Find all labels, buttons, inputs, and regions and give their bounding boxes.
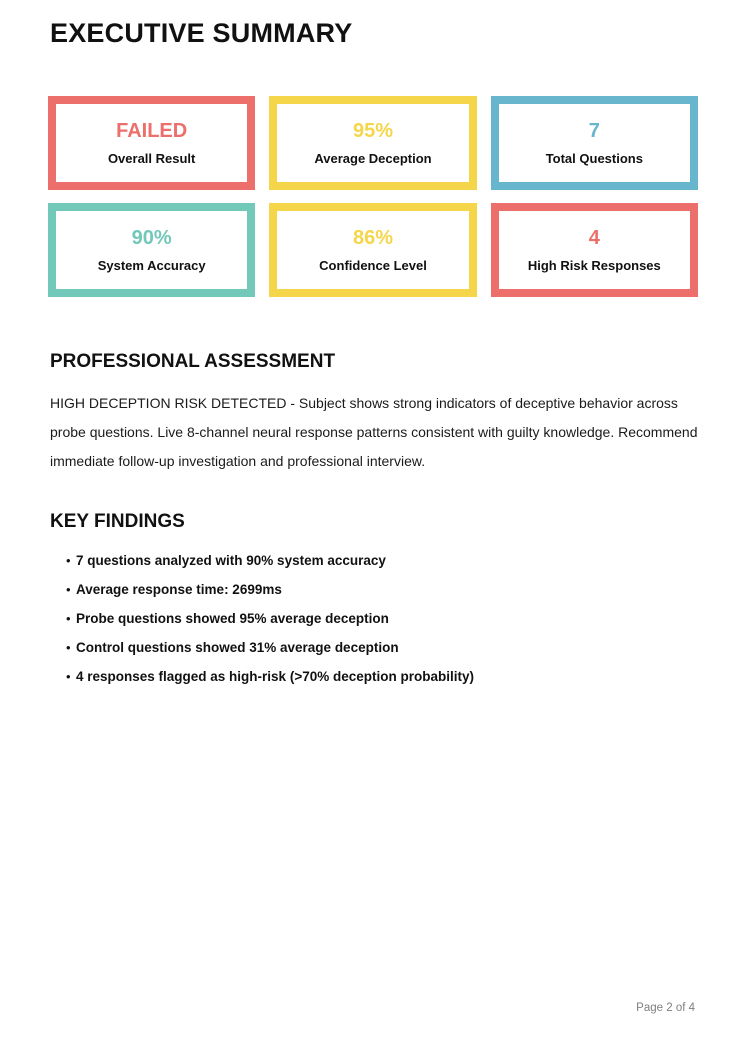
metric-card-average-deception — [269, 96, 476, 190]
metric-label: High Risk Responses — [527, 257, 661, 273]
metric-card-overall-result — [48, 96, 255, 190]
metric-value: FAILED — [116, 119, 188, 142]
metric-card-total-questions — [491, 96, 698, 190]
page-number: Page 2 of 4 — [636, 1002, 695, 1014]
key-finding-text: 4 responses flagged as high-risk (>70% deception probability) — [76, 669, 474, 684]
bullet-icon: • — [66, 582, 71, 597]
professional-assessment-heading: PROFESSIONAL ASSESSMENT — [50, 351, 336, 372]
metric-label: Overall Result — [107, 150, 196, 166]
key-finding-text: Control questions showed 31% average deception — [76, 640, 399, 655]
metric-label: Average Deception — [314, 150, 432, 166]
bullet-icon: • — [66, 669, 71, 684]
professional-assessment-body: HIGH DECEPTION RISK DETECTED - Subject shows strong indicators of deceptive behavior across probe questions. Live 8-channel neural response patterns consistent with guilty knowledge. Recommend immediate follow-up investigation and professional interview. — [50, 395, 698, 469]
metric-value: 4 — [588, 226, 600, 249]
key-finding-text: Probe questions showed 95% average deception — [76, 611, 389, 626]
key-findings-list — [66, 552, 698, 685]
metric-card-system-accuracy — [48, 203, 255, 297]
metric-value: 86% — [352, 226, 393, 249]
metric-value: 90% — [131, 226, 172, 249]
key-finding-item — [66, 581, 698, 598]
page-title: EXECUTIVE SUMMARY — [50, 18, 353, 48]
key-finding-item — [66, 639, 698, 656]
metric-card-confidence-level — [269, 203, 476, 297]
metric-label: Confidence Level — [319, 257, 427, 273]
metric-value: 7 — [588, 119, 600, 142]
metric-label: Total Questions — [545, 150, 643, 166]
key-finding-item — [66, 552, 698, 569]
key-finding-item — [66, 610, 698, 627]
bullet-icon: • — [66, 640, 71, 655]
key-finding-text: 7 questions analyzed with 90% system accuracy — [76, 553, 386, 568]
bullet-icon: • — [66, 611, 71, 626]
summary-cards-grid — [48, 96, 698, 297]
metric-card-high-risk-responses — [491, 203, 698, 297]
key-findings-heading: KEY FINDINGS — [50, 511, 185, 532]
key-finding-text: Average response time: 2699ms — [76, 582, 282, 597]
bullet-icon: • — [66, 553, 71, 568]
metric-label: System Accuracy — [97, 257, 206, 273]
key-finding-item — [66, 668, 698, 685]
metric-value: 95% — [352, 119, 393, 142]
